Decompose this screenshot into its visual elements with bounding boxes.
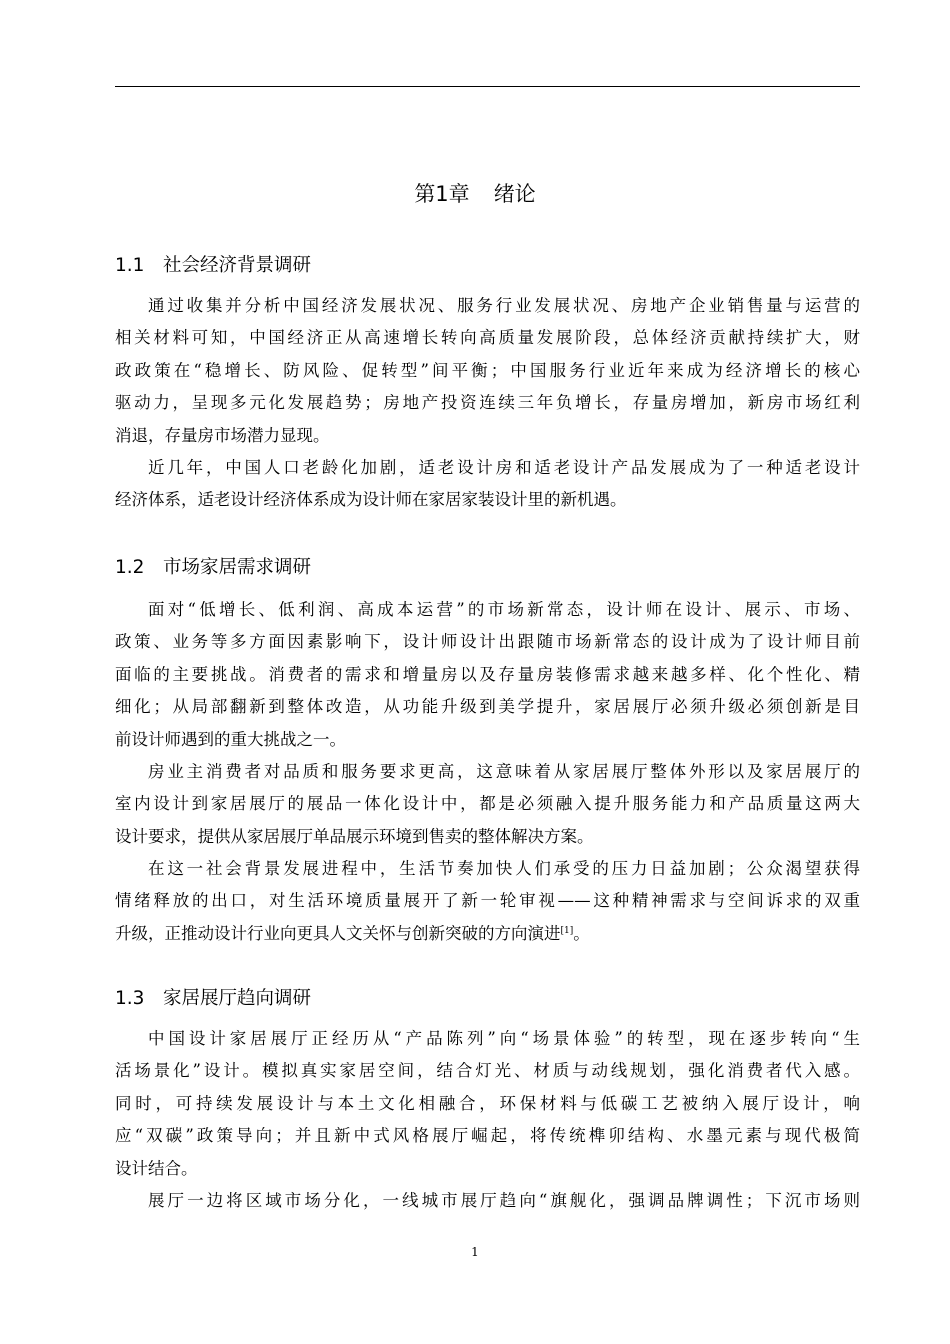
section-number: 1.2 xyxy=(115,557,145,578)
page-number: 1 xyxy=(471,1245,479,1259)
text-line: 情绪释放的出口，对生活环境质量展开了新一轮审视——这种精神需求与空间诉求的双重 xyxy=(115,891,860,911)
text-line: 细化；从局部翻新到整体改造，从功能升级到美学提升，家居展厅必须升级必须创新是目 xyxy=(115,697,860,717)
section-title: 市场家居需求调研 xyxy=(163,557,312,578)
paragraph xyxy=(115,290,860,452)
section-title: 社会经济背景调研 xyxy=(163,255,312,276)
text-line-content: 升级，正推动设计行业向更具人文关怀与创新突破的方向演进 xyxy=(115,923,561,943)
header-rule xyxy=(115,86,860,87)
paragraph xyxy=(115,1023,860,1185)
text-line: 活场景化”设计。模拟真实家居空间，结合灯光、材质与动线规划，强化消费者代入感。 xyxy=(115,1061,860,1081)
text-line: 应“双碳”政策导向；并且新中式风格展厅崛起，将传统榫卯结构、水墨元素与现代极简 xyxy=(115,1126,860,1146)
section-title: 家居展厅趋向调研 xyxy=(163,988,312,1009)
text-line: 设计结合。 xyxy=(115,1158,198,1178)
text-line-tail: 。 xyxy=(573,923,590,943)
text-line: 政政策在“稳增长、防风险、促转型”间平衡；中国服务行业近年来成为经济增长的核心 xyxy=(115,360,860,380)
text-line: 展厅一边将区域市场分化，一线城市展厅趋向“旗舰化，强调品牌调性；下沉市场则 xyxy=(148,1191,860,1210)
section-heading-1-3 xyxy=(115,985,311,1013)
paragraph xyxy=(115,594,860,756)
section-heading-1-2 xyxy=(115,554,311,582)
text-line: 驱动力，呈现多元化发展趋势；房地产投资连续三年负增长，存量房增加，新房市场红利 xyxy=(115,393,860,413)
text-line: 经济体系，适老设计经济体系成为设计师在家居家装设计里的新机遇。 xyxy=(115,490,627,510)
section-heading-1-1 xyxy=(115,252,311,280)
text-line: 消退，存量房市场潜力显现。 xyxy=(115,425,330,445)
text-line: 设计要求，提供从家居展厅单品展示环境到售卖的整体解决方案。 xyxy=(115,826,594,846)
text-line: 室内设计到家居展厅的展品一体化设计中，都是必须融入提升服务能力和产品质量这两大 xyxy=(115,794,860,814)
paragraph xyxy=(115,452,860,517)
text-line: 近几年，中国人口老龄化加剧，适老设计房和适老设计产品发展成为了一种适老设计 xyxy=(148,458,860,477)
text-line: 通过收集并分析中国经济发展状况、服务行业发展状况、房地产企业销售量与运营的 xyxy=(148,296,860,315)
text-line xyxy=(115,918,860,950)
text-line: 前设计师遇到的重大挑战之一。 xyxy=(115,729,346,749)
chapter-title xyxy=(0,178,950,210)
paragraph xyxy=(115,756,860,853)
chapter-number: 第1章 xyxy=(414,182,470,206)
text-line: 政策、业务等多方面因素影响下，设计师设计出跟随市场新常态的设计成为了设计师目前 xyxy=(115,632,860,652)
text-line: 同时，可持续发展设计与本土文化相融合，环保材料与低碳工艺被纳入展厅设计，响 xyxy=(115,1093,860,1113)
section-number: 1.1 xyxy=(115,255,145,276)
section-number: 1.3 xyxy=(115,988,145,1009)
paragraph xyxy=(115,853,860,950)
chapter-title-text: 绪论 xyxy=(493,182,536,206)
text-line: 房业主消费者对品质和服务要求更高，这意味着从家居展厅整体外形以及家居展厅的 xyxy=(148,762,860,781)
paragraph xyxy=(115,1185,860,1217)
text-line: 面临的主要挑战。消费者的需求和增量房以及存量房装修需求越来越多样、化个性化、精 xyxy=(115,664,860,684)
text-line: 中国设计家居展厅正经历从“产品陈列”向“场景体验”的转型，现在逐步转向“生 xyxy=(148,1029,860,1048)
text-line: 相关材料可知，中国经济正从高速增长转向高质量发展阶段，总体经济贡献持续扩大，财 xyxy=(115,328,860,348)
citation-ref[interactable]: [1] xyxy=(560,925,574,936)
text-line: 在这一社会背景发展进程中，生活节奏加快人们承受的压力日益加剧；公众渴望获得 xyxy=(148,859,860,878)
text-line: 面对“低增长、低利润、高成本运营”的市场新常态，设计师在设计、展示、市场、 xyxy=(148,600,860,619)
